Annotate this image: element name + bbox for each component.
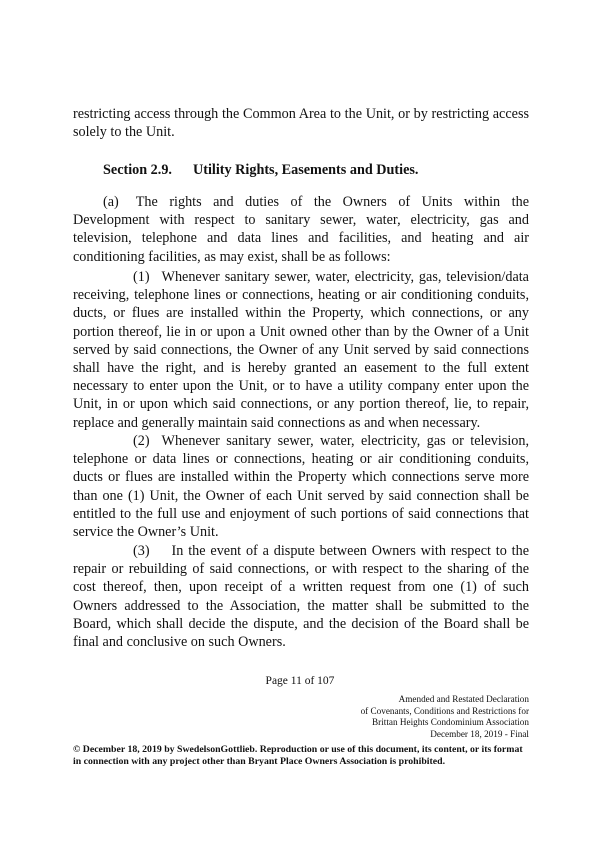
item-2-text: Whenever sanitary sewer, water, electricity, gas or television, telephone or data lines or connections, heating or air conditioning conduits, ducts or flues are installed within the Property which connections serve more than one (1) Unit, the Owner of each Unit served by said connection shall be entitled to the full use and enjoyment of such portions of said connections that service the Owner’s Unit.	[73, 433, 529, 541]
item-3-label: (3)	[133, 543, 150, 559]
paragraph-a-label: (a)	[103, 194, 119, 210]
paragraph-a	[73, 193, 529, 266]
section-heading	[103, 162, 418, 179]
item-1-text: Whenever sanitary sewer, water, electricity, gas, television/data receiving, telephone lines or connections, heating or air conditioning conduits, ducts, or flues are installed within the Property, which connections, or any portion thereof, lie in or upon a Unit owned other than by the Owner of a Unit served by said connections, the Owner of any Unit served by said connections shall have the right, and is hereby granted an easement to the full extent necessary to enter upon the Unit, or to have a utility company enter upon the Unit, in or upon which said connections, or any portion thereof, lie, to repair, replace and generally maintain said connections as and when necessary.	[73, 269, 529, 431]
declaration-line: Brittan Heights Condominium Association	[372, 717, 529, 728]
declaration-block	[361, 694, 529, 740]
continuation-paragraph: restricting access through the Common Area to the Unit, or by restricting access solely to the Unit.	[73, 106, 529, 141]
item-2-label: (2)	[133, 433, 150, 449]
item-3-text: In the event of a dispute between Owners with respect to the repair or rebuilding of said connections, or with respect to the sharing of the cost thereof, then, upon receipt of a written request from one (1) of such Owners addressed to the Association, the matter shall be submitted to the Board, which shall decide the dispute, and the decision of the Board shall be final and conclusive on such Owners.	[73, 543, 529, 651]
declaration-line: December 18, 2019 - Final	[430, 728, 529, 739]
item-1	[73, 268, 529, 432]
paragraph-a-text: The rights and duties of the Owners of Units within the Development with respect to sanitary sewer, water, electricity, gas and television, telephone and data lines and facilities, and heating and air conditioning facilities, as may exist, shall be as follows:	[73, 194, 529, 265]
page-number: Page 11 of 107	[265, 675, 335, 687]
section-number: Section 2.9.	[103, 162, 172, 178]
item-1-label: (1)	[133, 269, 150, 285]
copyright-notice: © December 18, 2019 by SwedelsonGottlieb. Reproduction or use of this document, its content, or its format in connection with any project other than Bryant Place Owners Association is prohibited.	[73, 744, 523, 768]
section-title: Utility Rights, Easements and Duties.	[193, 162, 419, 178]
item-3	[73, 542, 529, 651]
declaration-line: Amended and Restated Declaration	[398, 694, 529, 704]
declaration-line: of Covenants, Conditions and Restrictions for	[360, 705, 529, 716]
item-2	[73, 432, 529, 541]
